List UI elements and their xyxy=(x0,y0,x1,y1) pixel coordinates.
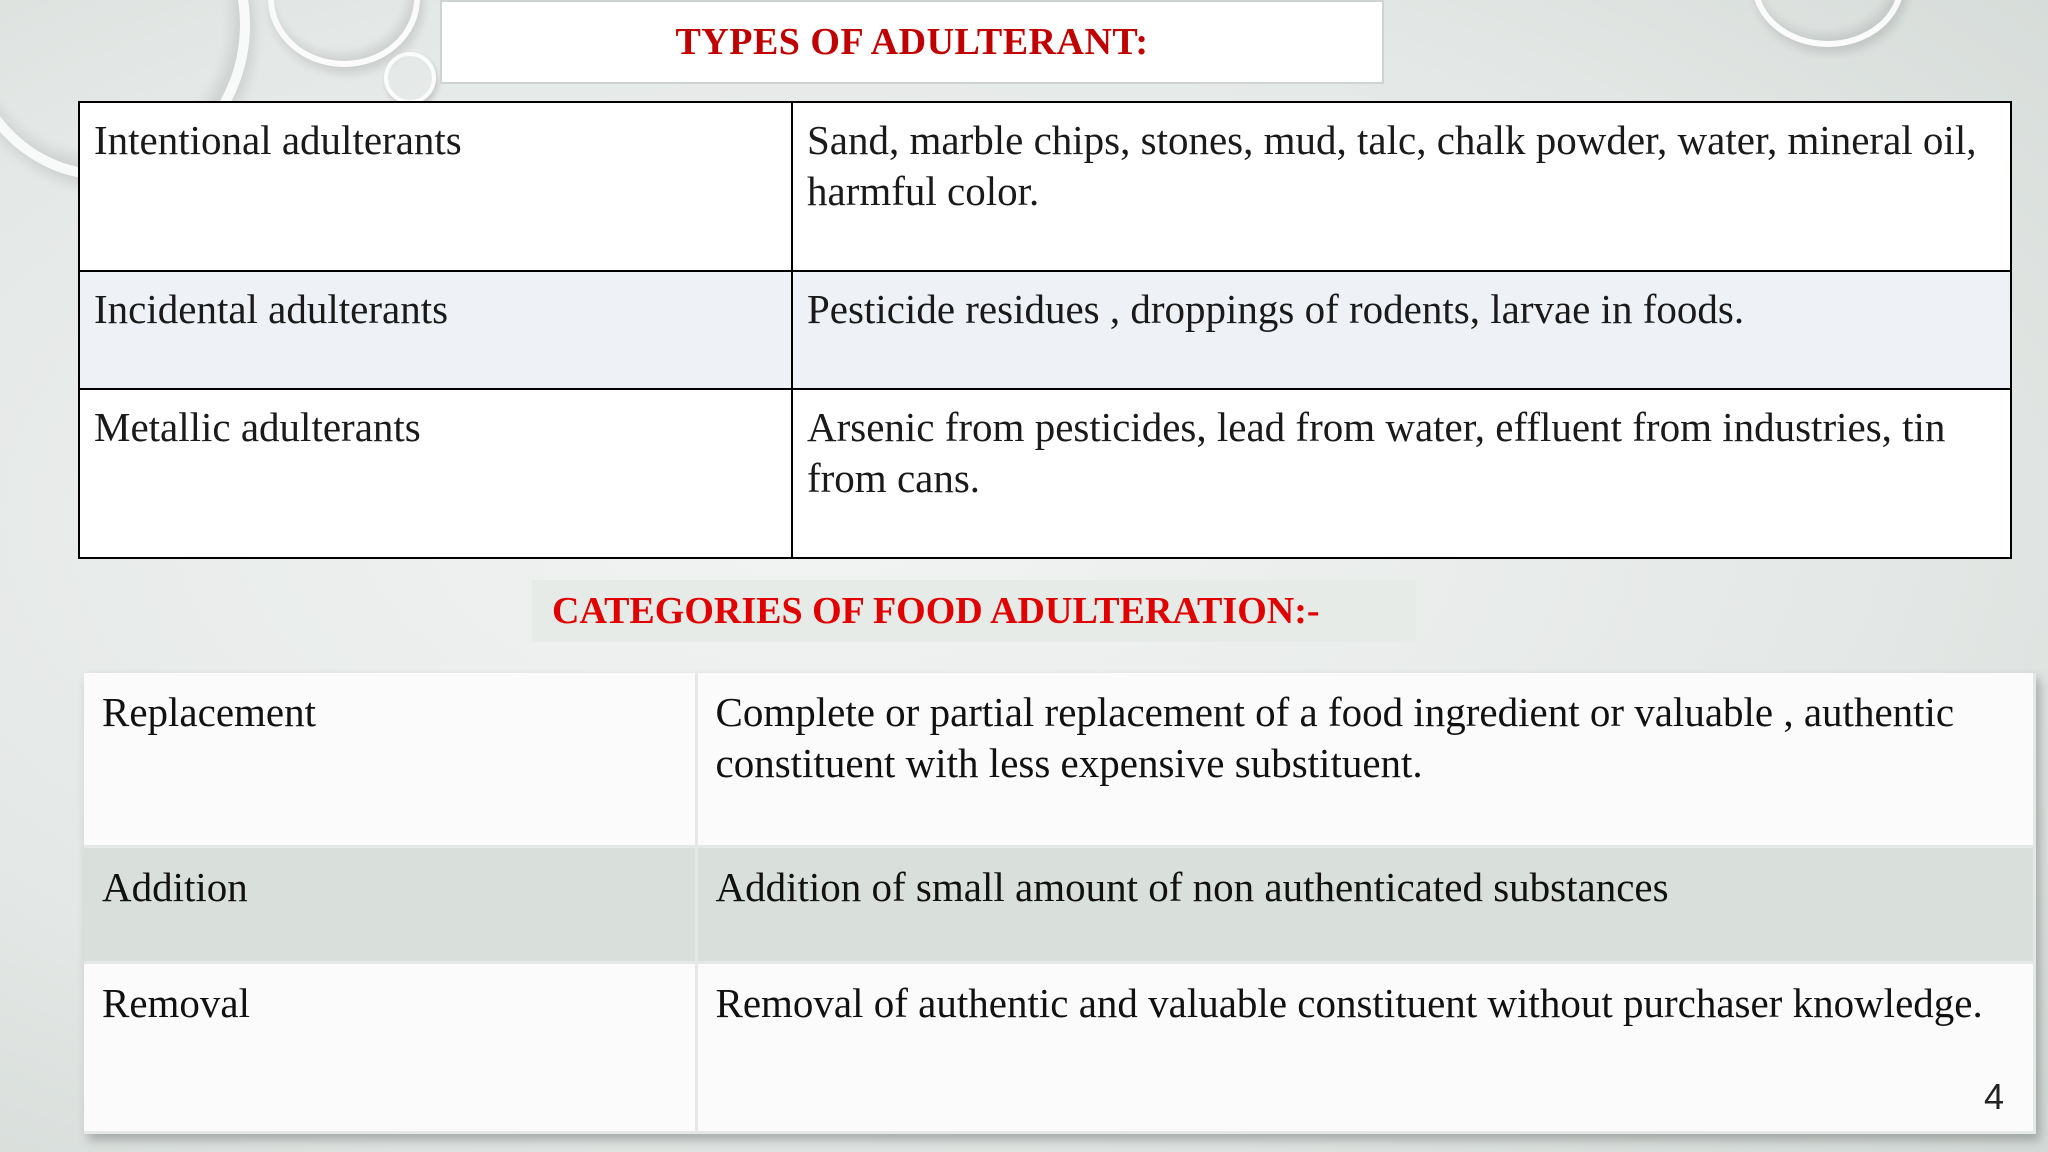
page-number: 4 xyxy=(1983,1076,2004,1117)
table-row xyxy=(84,962,2035,1132)
type-cell: Metallic adulterants xyxy=(79,389,792,558)
table-row xyxy=(79,389,2011,558)
water-drop-decoration xyxy=(384,52,436,104)
section-subtitle: CATEGORIES OF FOOD ADULTERATION:- xyxy=(552,590,1320,632)
type-cell: Incidental adulterants xyxy=(79,271,792,389)
water-drop-decoration xyxy=(1752,0,1904,47)
description-cell: Addition of small amount of non authenticated substances xyxy=(696,846,2035,962)
category-cell: Replacement xyxy=(84,673,696,846)
examples-cell: Arsenic from pesticides, lead from water, effluent from industries, tin from cans. xyxy=(792,389,2011,558)
table-row xyxy=(84,846,2035,962)
category-cell: Removal xyxy=(84,962,696,1132)
slide-title-box xyxy=(440,0,1384,84)
description-cell: Complete or partial replacement of a food ingredient or valuable , authentic constituent with less expensive substituent. xyxy=(696,673,2035,846)
adulteration-categories-table xyxy=(84,673,2036,1134)
adulterant-types-table xyxy=(78,101,2012,559)
table-row xyxy=(79,102,2011,271)
section-subtitle-box xyxy=(532,580,1416,642)
examples-cell: Pesticide residues , droppings of rodents, larvae in foods. xyxy=(792,271,2011,389)
slide-title: TYPES OF ADULTERANT: xyxy=(675,21,1149,63)
table-row xyxy=(79,271,2011,389)
examples-cell: Sand, marble chips, stones, mud, talc, chalk powder, water, mineral oil, harmful color. xyxy=(792,102,2011,271)
category-cell: Addition xyxy=(84,846,696,962)
description-cell: Removal of authentic and valuable constituent without purchaser knowledge. xyxy=(696,962,2035,1132)
table-row xyxy=(84,673,2035,846)
type-cell: Intentional adulterants xyxy=(79,102,792,271)
